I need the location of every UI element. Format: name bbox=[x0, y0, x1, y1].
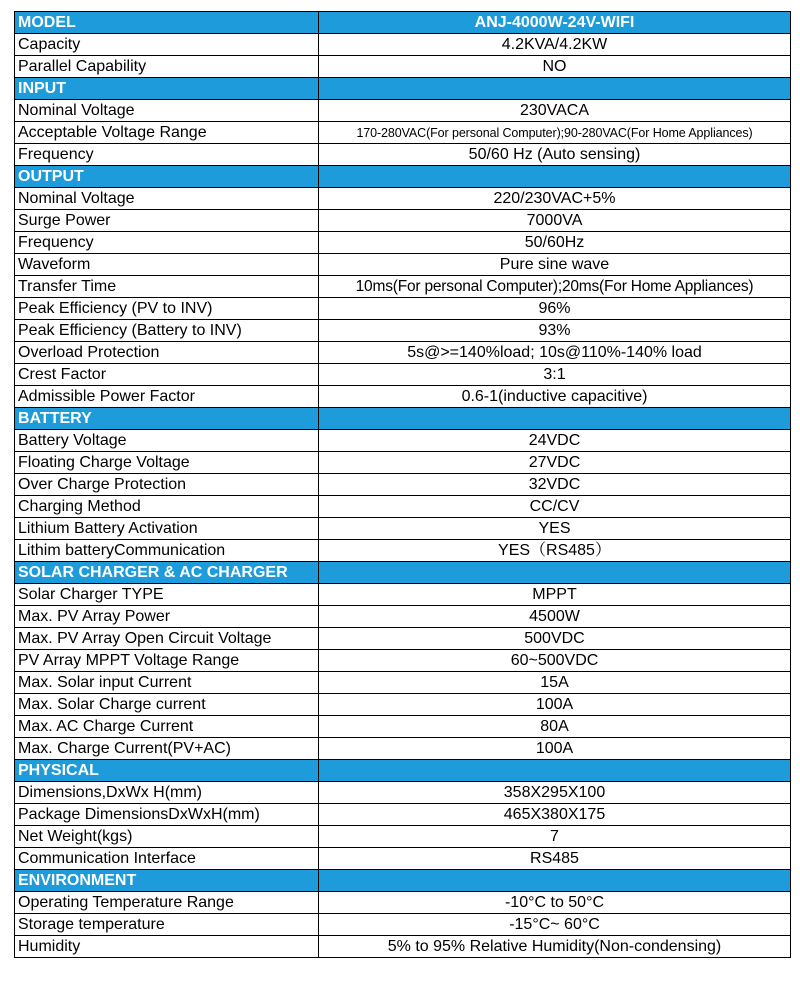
spec-value: 10ms(For personal Computer);20ms(For Home Appliances) bbox=[319, 276, 791, 298]
table-row bbox=[15, 474, 791, 496]
section-header-filler bbox=[319, 760, 791, 782]
spec-label: Max. Solar Charge current bbox=[15, 694, 319, 716]
table-row bbox=[15, 56, 791, 78]
spec-label: Max. Charge Current(PV+AC) bbox=[15, 738, 319, 760]
table-row bbox=[15, 100, 791, 122]
spec-value: 15A bbox=[319, 672, 791, 694]
spec-label: Net Weight(kgs) bbox=[15, 826, 319, 848]
table-row bbox=[15, 210, 791, 232]
table-row bbox=[15, 452, 791, 474]
spec-label: Dimensions,DxWx H(mm) bbox=[15, 782, 319, 804]
spec-value: 170-280VAC(For personal Computer);90-280VAC(For Home Appliances) bbox=[319, 122, 791, 144]
spec-label: Nominal Voltage bbox=[15, 188, 319, 210]
table-row bbox=[15, 782, 791, 804]
table-row bbox=[15, 914, 791, 936]
spec-label: Over Charge Protection bbox=[15, 474, 319, 496]
section-header-charger bbox=[15, 562, 791, 584]
table-row bbox=[15, 298, 791, 320]
spec-value: 465X380X175 bbox=[319, 804, 791, 826]
section-header-filler bbox=[319, 166, 791, 188]
spec-label: Operating Temperature Range bbox=[15, 892, 319, 914]
table-row bbox=[15, 650, 791, 672]
spec-label: PV Array MPPT Voltage Range bbox=[15, 650, 319, 672]
table-row bbox=[15, 540, 791, 562]
table-row bbox=[15, 232, 791, 254]
table-row bbox=[15, 694, 791, 716]
spec-value: 0.6-1(inductive capacitive) bbox=[319, 386, 791, 408]
spec-label: Max. PV Array Power bbox=[15, 606, 319, 628]
table-row bbox=[15, 628, 791, 650]
section-header-filler bbox=[319, 408, 791, 430]
section-title: PHYSICAL bbox=[15, 760, 319, 782]
section-header-input bbox=[15, 78, 791, 100]
spec-value: 80A bbox=[319, 716, 791, 738]
section-header-filler bbox=[319, 562, 791, 584]
spec-value: YES bbox=[319, 518, 791, 540]
table-row bbox=[15, 892, 791, 914]
spec-value: 358X295X100 bbox=[319, 782, 791, 804]
spec-value: MPPT bbox=[319, 584, 791, 606]
table-row bbox=[15, 276, 791, 298]
spec-label: Admissible Power Factor bbox=[15, 386, 319, 408]
spec-value: YES（RS485） bbox=[319, 540, 791, 562]
spec-value: 100A bbox=[319, 738, 791, 760]
spec-label: Transfer Time bbox=[15, 276, 319, 298]
spec-label: Overload Protection bbox=[15, 342, 319, 364]
spec-value: 50/60Hz bbox=[319, 232, 791, 254]
section-title: INPUT bbox=[15, 78, 319, 100]
spec-label: Nominal Voltage bbox=[15, 100, 319, 122]
section-title: OUTPUT bbox=[15, 166, 319, 188]
table-row bbox=[15, 364, 791, 386]
table-row bbox=[15, 496, 791, 518]
section-header-battery bbox=[15, 408, 791, 430]
spec-value: -15°C~ 60°C bbox=[319, 914, 791, 936]
spec-value: 24VDC bbox=[319, 430, 791, 452]
table-row bbox=[15, 518, 791, 540]
model-label: MODEL bbox=[15, 12, 319, 34]
table-row bbox=[15, 320, 791, 342]
spec-value: 50/60 Hz (Auto sensing) bbox=[319, 144, 791, 166]
spec-label: Solar Charger TYPE bbox=[15, 584, 319, 606]
table-row bbox=[15, 188, 791, 210]
table-row bbox=[15, 122, 791, 144]
spec-label: Package DimensionsDxWxH(mm) bbox=[15, 804, 319, 826]
spec-label: Parallel Capability bbox=[15, 56, 319, 78]
section-header-physical bbox=[15, 760, 791, 782]
spec-value: 27VDC bbox=[319, 452, 791, 474]
spec-value: 3:1 bbox=[319, 364, 791, 386]
spec-value: 500VDC bbox=[319, 628, 791, 650]
spec-label: Humidity bbox=[15, 936, 319, 958]
spec-label: Lithium Battery Activation bbox=[15, 518, 319, 540]
spec-value: CC/CV bbox=[319, 496, 791, 518]
spec-label: Crest Factor bbox=[15, 364, 319, 386]
spec-label: Floating Charge Voltage bbox=[15, 452, 319, 474]
section-header-output bbox=[15, 166, 791, 188]
table-row bbox=[15, 848, 791, 870]
spec-value: -10°C to 50°C bbox=[319, 892, 791, 914]
spec-value: 4.2KVA/4.2KW bbox=[319, 34, 791, 56]
table-row bbox=[15, 584, 791, 606]
spec-value: 100A bbox=[319, 694, 791, 716]
spec-value: 5% to 95% Relative Humidity(Non-condensing) bbox=[319, 936, 791, 958]
spec-value: 5s@>=140%load; 10s@110%-140% load bbox=[319, 342, 791, 364]
table-row bbox=[15, 144, 791, 166]
model-value: ANJ-4000W-24V-WIFI bbox=[319, 12, 791, 34]
spec-value: 32VDC bbox=[319, 474, 791, 496]
spec-label: Frequency bbox=[15, 232, 319, 254]
table-row bbox=[15, 342, 791, 364]
spec-label: Capacity bbox=[15, 34, 319, 56]
spec-label: Communication Interface bbox=[15, 848, 319, 870]
spec-value: Pure sine wave bbox=[319, 254, 791, 276]
section-header-filler bbox=[319, 870, 791, 892]
spec-value: 230VACA bbox=[319, 100, 791, 122]
spec-label: Charging Method bbox=[15, 496, 319, 518]
spec-value: 4500W bbox=[319, 606, 791, 628]
spec-label: Battery Voltage bbox=[15, 430, 319, 452]
spec-label: Peak Efficiency (PV to INV) bbox=[15, 298, 319, 320]
spec-label: Peak Efficiency (Battery to INV) bbox=[15, 320, 319, 342]
table-row bbox=[15, 34, 791, 56]
spec-label: Lithim batteryCommunication bbox=[15, 540, 319, 562]
spec-value: 7000VA bbox=[319, 210, 791, 232]
section-header-filler bbox=[319, 78, 791, 100]
spec-value: 60~500VDC bbox=[319, 650, 791, 672]
section-title: BATTERY bbox=[15, 408, 319, 430]
spec-label: Frequency bbox=[15, 144, 319, 166]
spec-value: 220/230VAC+5% bbox=[319, 188, 791, 210]
spec-label: Waveform bbox=[15, 254, 319, 276]
table-row bbox=[15, 606, 791, 628]
table-row bbox=[15, 716, 791, 738]
spec-label: Max. PV Array Open Circuit Voltage bbox=[15, 628, 319, 650]
table-row bbox=[15, 826, 791, 848]
table-row bbox=[15, 738, 791, 760]
spec-label: Max. AC Charge Current bbox=[15, 716, 319, 738]
spec-value: 93% bbox=[319, 320, 791, 342]
spec-label: Max. Solar input Current bbox=[15, 672, 319, 694]
table-row bbox=[15, 804, 791, 826]
table-row bbox=[15, 936, 791, 958]
table-row bbox=[15, 386, 791, 408]
spec-value: 96% bbox=[319, 298, 791, 320]
spec-label: Surge Power bbox=[15, 210, 319, 232]
spec-label: Acceptable Voltage Range bbox=[15, 122, 319, 144]
model-header-row bbox=[15, 12, 791, 34]
spec-value: NO bbox=[319, 56, 791, 78]
spec-label: Storage temperature bbox=[15, 914, 319, 936]
table-row bbox=[15, 254, 791, 276]
section-header-environment bbox=[15, 870, 791, 892]
spec-value: RS485 bbox=[319, 848, 791, 870]
table-row bbox=[15, 672, 791, 694]
spec-table bbox=[14, 11, 791, 958]
spec-value: 7 bbox=[319, 826, 791, 848]
section-title: ENVIRONMENT bbox=[15, 870, 319, 892]
section-title: SOLAR CHARGER & AC CHARGER bbox=[15, 562, 319, 584]
table-row bbox=[15, 430, 791, 452]
